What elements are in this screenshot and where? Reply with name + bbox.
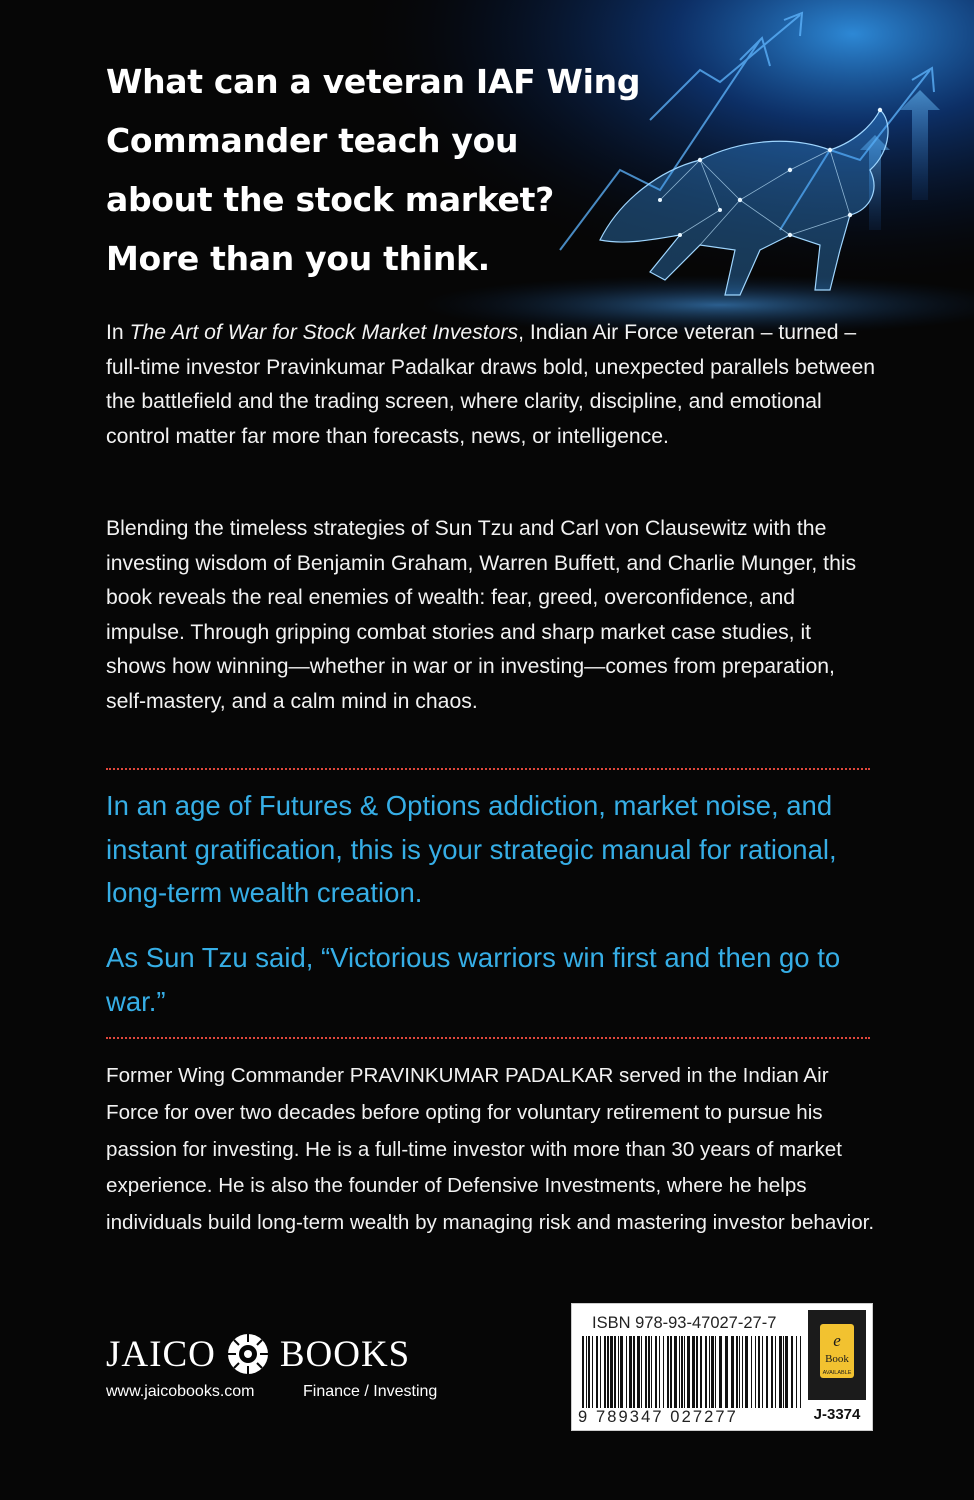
barcode-bar (692, 1336, 695, 1408)
barcode-bar (684, 1336, 685, 1408)
intro-lead: In (106, 321, 130, 344)
intro-paragraph (106, 316, 876, 454)
barcode-bar (766, 1336, 768, 1408)
barcode-bar (586, 1336, 587, 1408)
dotted-divider (106, 768, 870, 770)
barcode-bar (745, 1336, 748, 1408)
barcode-bar (725, 1336, 728, 1408)
dotted-divider (106, 1037, 870, 1039)
barcode-bar (696, 1336, 698, 1408)
barcode-bar (775, 1336, 776, 1408)
sun-tzu-quote: As Sun Tzu said, “Victorious warriors win first and then go to war.” (106, 942, 841, 1017)
barcode-bar (592, 1336, 593, 1408)
ebook-available-text: AVAILABLE (822, 1370, 852, 1376)
ebook-available-badge (808, 1310, 866, 1400)
barcode-bar (614, 1336, 616, 1408)
barcode-bar (641, 1336, 642, 1408)
strategy-paragraph: Blending the timeless strategies of Sun Tzu and Carl von Clausewitz with the investing wisdom of Benjamin Graham, Warren Buffett, and Charlie Munger, this book reveals the real enemies of wealth: fear, greed, overconfidence, and impulse. Through gripping combat stories and sharp market case studies, it shows how winning—whether in war or in investing—comes from preparation, self-mastery, and a calm mind in chaos. (106, 517, 857, 713)
publisher-code: J-3374 (813, 1406, 861, 1423)
barcode-bar (659, 1336, 660, 1408)
barcode-bar (582, 1336, 584, 1408)
barcode-bar (645, 1336, 647, 1408)
headline-line: What can a veteran IAF Wing (106, 62, 641, 101)
barcode-bar (762, 1336, 763, 1408)
barcode-bar (785, 1336, 788, 1408)
barcode-bar (596, 1336, 598, 1408)
barcode-bar (679, 1336, 680, 1408)
barcode-bar (800, 1336, 801, 1408)
book-title: The Art of War for Stock Market Investors (129, 321, 519, 344)
barcode-bar (667, 1336, 669, 1408)
cover-headline (106, 52, 666, 288)
barcode-bar (670, 1336, 672, 1408)
publisher-website: www.jaicobooks.com (106, 1383, 255, 1400)
highlight-statement: In an age of Futures & Options addiction, market noise, and instant gratification, this is your strategic manual for rational, long-term wealth creation. (106, 790, 837, 908)
publisher-name-left: JAICO (106, 1333, 216, 1375)
barcode-digits: 9 789347 027277 (578, 1408, 738, 1426)
barcode-bar (742, 1336, 743, 1408)
barcode-bars (580, 1336, 805, 1408)
barcode-bar (700, 1336, 702, 1408)
barcode-bar (674, 1336, 677, 1408)
barcode-bar (709, 1336, 710, 1408)
headline-line: about the stock market? (106, 180, 554, 219)
barcode-bar (600, 1336, 601, 1408)
barcode-bar (719, 1336, 722, 1408)
barcode-bar (731, 1336, 734, 1408)
barcode-bar (739, 1336, 740, 1408)
jaico-emblem-icon (226, 1332, 270, 1376)
barcode-bar (687, 1336, 690, 1408)
barcode-bar (751, 1336, 752, 1408)
barcode-bar (607, 1336, 609, 1408)
barcode-bar (705, 1336, 707, 1408)
barcode-bar (779, 1336, 782, 1408)
barcode-bar (637, 1336, 640, 1408)
ebook-e-letter: e (833, 1331, 841, 1350)
barcode-bar (610, 1336, 613, 1408)
intro-rest: , Indian Air Force veteran – turned – full-time investor Pravinkumar Padalkar draws bold, unexpected parallels between the battlefield and the trading screen, where clarity, discipline, and emotional control matter far more than forecasts, news, or intelligence. (106, 321, 876, 448)
author-bio: Former Wing Commander PRAVINKUMAR PADALKAR served in the Indian Air Force for over two decades before opting for voluntary retirement to pursue his passion for investing. He is a full-time investor with more than 30 years of market experience. He is also the founder of Defensive Investments, where he helps individuals build long-term wealth by managing risk and mastering investor behavior. (106, 1064, 875, 1235)
barcode-bar (620, 1336, 623, 1408)
barcode-bar (681, 1336, 683, 1408)
barcode-bar (736, 1336, 738, 1408)
barcode-bar (618, 1336, 619, 1408)
barcode-bar (604, 1336, 606, 1408)
barcode-bar (626, 1336, 627, 1408)
barcode-bar (629, 1336, 632, 1408)
barcode-bar (711, 1336, 714, 1408)
barcode-bar (633, 1336, 635, 1408)
publisher-logo (106, 1332, 410, 1376)
isbn-barcode-panel (571, 1303, 873, 1431)
barcode-bar (791, 1336, 793, 1408)
barcode-bar (655, 1336, 657, 1408)
isbn-label: ISBN 978-93-47027-27-7 (592, 1314, 777, 1332)
barcode-bar (648, 1336, 650, 1408)
publisher-name-right: BOOKS (279, 1333, 411, 1375)
barcode-bar (783, 1336, 784, 1408)
ebook-book-text: Book (825, 1353, 849, 1365)
barcode-bar (771, 1336, 773, 1408)
barcode-bar (715, 1336, 716, 1408)
book-category: Finance / Investing (303, 1383, 438, 1400)
headline-line: More than you think. (106, 239, 490, 278)
barcode-bar (796, 1336, 797, 1408)
barcode-bar (588, 1336, 590, 1408)
barcode-bar (663, 1336, 664, 1408)
barcode-bar (755, 1336, 756, 1408)
barcode-bar (758, 1336, 760, 1408)
headline-line: Commander teach you (106, 121, 519, 160)
barcode-bar (651, 1336, 652, 1408)
